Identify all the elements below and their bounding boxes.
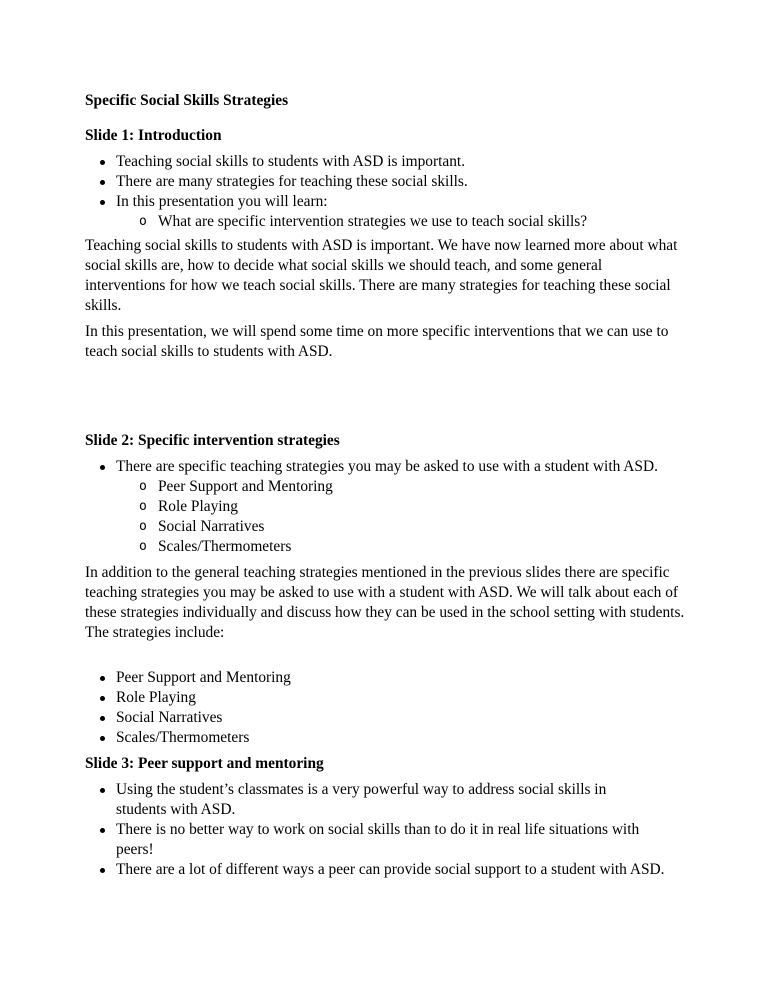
list-item: There are a lot of different ways a peer can provide social support to a student with ASD. [85,860,736,880]
slide3-bullet-list [85,780,665,880]
sub-list-item: o Social Narratives [116,517,685,537]
sub-list-item: o Peer Support and Mentoring [116,477,685,497]
slide1-heading: Slide 1: Introduction [85,127,222,144]
sub-list-item: o Role Playing [116,497,685,517]
list-item: Social Narratives [85,708,685,728]
slide2-paragraph: In addition to the general teaching strategies mentioned in the previous slides there are specific teaching strategies you may be asked to use with a student with ASD. We will talk about each of these strategies individually and discuss how they can be used in the school setting with students. The strategies include: [85,564,685,641]
slide1-paragraph-2: In this presentation, we will spend some time on more specific interventions that we can use to teach social skills to students with ASD. [85,323,669,360]
slide1-sub-list [116,212,685,232]
document-title: Specific Social Skills Strategies [85,92,289,109]
slide3-heading: Slide 3: Peer support and mentoring [85,755,324,772]
list-item: In this presentation you will learn: o What are specific intervention strategies we use to teach social skills? [85,192,685,232]
slide1-paragraph-1: Teaching social skills to students with ASD is important. We have now learned more about what social skills are, how to decide what social skills we should teach, and some general interventions for how we teach social skills. There are many strategies for teaching these social skills. [85,237,678,314]
list-item: Teaching social skills to students with ASD is important. [85,152,685,172]
slide1-bullet-list [85,152,685,232]
list-item: Peer Support and Mentoring [85,668,685,688]
slide2-strategies-list [85,668,685,748]
list-item: There are many strategies for teaching these social skills. [85,172,685,192]
list-item: Role Playing [85,688,685,708]
slide2-heading: Slide 2: Specific intervention strategies [85,432,340,449]
list-item: Scales/Thermometers [85,728,685,748]
sub-list-item: o What are specific intervention strategies we use to teach social skills? [116,212,685,232]
list-item: Using the student’s classmates is a very powerful way to address social skills in students with ASD. [85,780,645,820]
slide2-bullet-list [85,457,685,557]
sub-list-item: o Scales/Thermometers [116,537,685,557]
slide2-sub-list [116,477,685,557]
list-item: There is no better way to work on social skills than to do it in real life situations with peers! [85,820,645,860]
list-item: There are specific teaching strategies you may be asked to use with a student with ASD. o Peer Support and Mentoring o Role Playing o Social Narratives o Scales/Thermometers [85,457,685,557]
